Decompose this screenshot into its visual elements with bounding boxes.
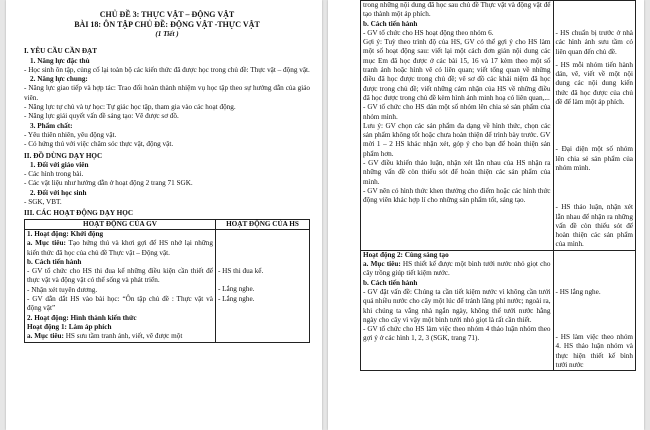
subsection-heading: 1. Năng lực đặc thù — [30, 56, 90, 65]
objective-label: a. Mục tiêu: — [27, 332, 64, 341]
student-cell — [215, 229, 309, 342]
subsection-heading: 1. Đối với giáo viên — [30, 160, 89, 169]
section-heading: I. YÊU CẦU CẦN ĐẠT — [24, 47, 98, 56]
teacher-note: Lưu ý: GV chọn các sản phẩm đa dạng về hình thức, chọn các sản phẩm không tốt hoặc chưa hoàn thiện để trình bày trước. GV mời 1 – 2 HS khác nhận xét, góp ý cho bạn để hoàn thiện sản phẩm hơn. — [363, 121, 551, 158]
subsection-heading: 2. Đối với học sinh — [30, 188, 87, 197]
activities-table — [24, 219, 310, 343]
page-left-content — [24, 10, 310, 343]
paragraph: - Yêu thiên nhiên, yêu động vật. — [24, 130, 117, 139]
student-step: - HS làm việc theo nhóm 4. HS thảo luận nhóm và thực hiện thiết kế bình tưới nước — [555, 333, 633, 369]
teacher-cell — [25, 229, 216, 342]
student-step: - HS chuẩn bị trước ở nhà các hình ảnh sưu tầm có liên quan đến chủ đề. — [555, 29, 633, 56]
teacher-cell — [361, 250, 554, 370]
paragraph: - Học sinh ôn tập, củng cố lại toàn bộ các kiến thức đã được học trong chủ đề: Thực vật – động vật. — [24, 65, 310, 74]
teacher-step: - GV tổ chức cho HS làm việc theo nhóm 4 thảo luận nhóm theo gợi ý ở các hình 1, 2, 3 (SGK, trang 71). — [363, 325, 551, 343]
student-step: - Lắng nghe. — [217, 294, 255, 303]
document-page-right — [328, 0, 644, 430]
student-step: - HS thi đua kể. — [217, 266, 264, 275]
teacher-step: - GV điều khiển thảo luận, nhận xét lẫn nhau của HS nhận ra những vấn đề còn thiếu sót để hoàn thiện các sản phẩm của mình. — [363, 159, 551, 186]
student-step: - Lắng nghe. — [217, 285, 255, 294]
paragraph: - SGK, VBT. — [24, 198, 62, 207]
objective-text — [27, 332, 213, 341]
column-header-student: HOẠT ĐỘNG CỦA HS — [215, 219, 309, 229]
paragraph: - Các vật liệu như hướng dẫn ở hoạt động 2 trang 71 SGK. — [24, 179, 193, 188]
paragraph: - Năng lực giải quyết vấn đề sáng tạo: Vẽ được sơ đồ. — [24, 112, 179, 121]
section-heading: II. ĐỒ DÙNG DẠY HỌC — [24, 151, 103, 160]
procedure-heading: b. Cách tiến hành — [27, 257, 82, 266]
activity-heading: 1. Hoạt động: Khởi động — [27, 229, 104, 238]
subsection-heading: 2. Năng lực chung: — [30, 75, 88, 84]
student-step: - HS thảo luận, nhận xét lẫn nhau để nhận ra những vấn đề còn thiếu sót để hoàn thiện các sản phẩm của mình. — [555, 203, 633, 249]
lesson-period: (1 Tiết ) — [155, 30, 179, 38]
objective-label: a. Mục tiêu: — [363, 260, 401, 269]
paragraph: - Các hình trong bài. — [24, 170, 84, 179]
table-row — [361, 250, 636, 370]
procedure-heading: b. Cách tiến hành — [363, 19, 418, 28]
student-step: - Đại diện một số nhóm lên chia sẻ sản phẩm của nhóm mình. — [555, 145, 633, 172]
subsection-heading: 3. Phẩm chất: — [30, 121, 73, 130]
procedure-heading: b. Cách tiến hành — [363, 278, 418, 287]
student-step: - HS mỗi nhóm tiến hành dán, vẽ, viết về một nội dung các nội dung kiến thức đã học được của chủ đề để làm một áp phích. — [555, 60, 633, 107]
activities-table-continued — [360, 0, 636, 371]
student-step: - HS lắng nghe. — [555, 287, 601, 296]
teacher-step: - GV dẫn dắt HS vào bài học: “Ôn tập chủ đề : Thực vật và động vật” — [27, 295, 213, 313]
objective-continued: trong những nội dung đã học sau chủ đề Thực vật và động vật để tạo thành một áp phích. — [363, 1, 551, 19]
table-header-row — [25, 219, 310, 229]
column-header-teacher: HOẠT ĐỘNG CỦA GV — [25, 219, 216, 229]
teacher-step: - GV đặt vấn đề: Chúng ta cần tiết kiệm nước vì không cần tưới quá nhiều nước cho cây một lúc để tránh lãng phí nước; ngoài ra, khi chúng ta vắng nhà ngắn ngày, không thể tưới nước hằng ngày cho cây vì vậy một bình tưới nhỏ giọt là rất cần thiết. — [363, 287, 551, 324]
activity-heading: Hoạt động 2: Cùng sáng tạo — [363, 250, 449, 259]
activity-heading: 2. Hoạt động: Hình thành kiến thức — [27, 313, 137, 322]
student-cell — [553, 250, 636, 370]
teacher-step: - Nhận xét tuyên dương. — [27, 285, 98, 294]
section-heading: III. CÁC HOẠT ĐỘNG DẠY HỌC — [24, 209, 134, 218]
objective-body: HS thiết kế được một bình tưới nước nhỏ giọt cho cây trồng giúp tiết kiệm nước. — [363, 260, 551, 278]
student-cell — [553, 1, 636, 251]
paragraph: - Năng lực giao tiếp và hợp tác: Trao đổi hoàn thành nhiệm vụ học tập theo sự hướng dẫn của giáo viên. — [24, 84, 310, 102]
objective-body: HS sưu tầm tranh ảnh, viết, vẽ được một — [63, 332, 183, 341]
teacher-step: - GV nên có hình thức khen thưởng cho điểm hoặc các hình thức động viên khác hợp lí cho những sản phẩm tốt, sáng tạo. — [363, 186, 551, 205]
topic-title: CHỦ ĐỀ 3: THỰC VẬT – ĐỘNG VẬT — [99, 10, 235, 19]
table-row — [361, 1, 636, 251]
teacher-hint: Gợi ý: Tuỳ theo trình độ của HS, GV có thể gợi ý cho HS làm một số hoạt động sau: viết lại một cách đơn giản nội dung các mục Em đã học được ở các bài 15, 16 và 17 kèm theo một số tranh ảnh hoặc hình vẽ có liên quan; viết tổng quan về những điều đã học được trong chủ đề; vẽ sơ đồ các khái niệm đã học được trong chủ đề; viết những cảm nhận của HS về những điều đã học được trong chủ đề kèm hình ảnh minh hoạ có liên quan,... — [363, 38, 551, 102]
teacher-step: - GV tổ chức cho HS thi đua kể những điều kiện cần thiết để thực vật và động vật có thể sống và phát triển. — [27, 267, 213, 285]
paragraph: - Năng lực tự chủ và tự học: Tự giác học tập, tham gia vào các hoạt động. — [24, 103, 236, 112]
activity-heading: Hoạt động 1: Làm áp phích — [27, 322, 112, 331]
paragraph: - Có hứng thú với việc chăm sóc thực vật, động vật. — [24, 140, 174, 149]
teacher-step: - GV tổ chức cho HS hoạt động theo nhóm 6. — [363, 28, 494, 37]
objective-body: Tạo hứng thú và khơi gợi để HS nhớ lại những kiến thức đã học của chủ đề Thực vật – Động vật. — [27, 239, 213, 257]
lesson-title: BÀI 18: ÔN TẬP CHỦ ĐỀ: ĐỘNG VẬT -THỰC VẬT — [74, 20, 260, 29]
table-row — [25, 229, 310, 342]
teacher-cell — [361, 1, 554, 251]
teacher-step: - GV tổ chức cho HS dán một số nhóm lên chia sẻ sản phẩm của nhóm mình. — [363, 103, 551, 121]
objective-text — [363, 260, 551, 279]
page-right-content — [360, 0, 636, 371]
objective-text — [27, 239, 213, 258]
objective-label: a. Mục tiêu: — [27, 239, 66, 248]
document-page-left — [6, 0, 322, 430]
